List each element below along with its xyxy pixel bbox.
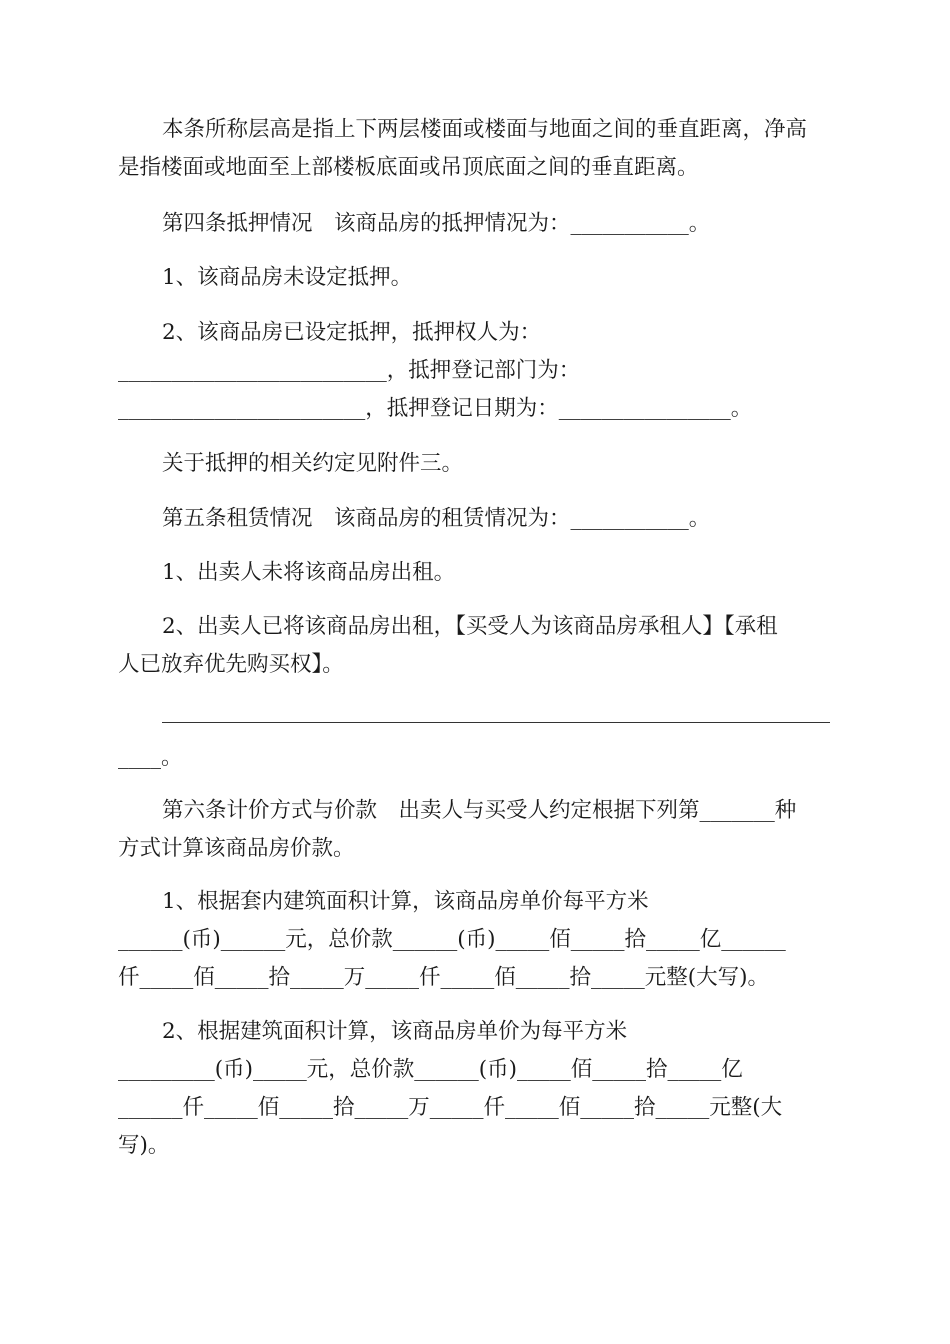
- article-4-note: 关于抵押的相关约定见附件三。: [162, 451, 464, 476]
- article-5-option-1: 1、出卖人未将该商品房出租。: [162, 560, 456, 585]
- article-6-option-2-line-3: ______仟_____佰_____拾_____万_____仟_____佰_____拾_____元整(大: [118, 1095, 783, 1120]
- article-4-option-2-line-3: _______________________，抵押登记日期为：________________。: [118, 396, 753, 421]
- article-6-heading-line-2: 方式计算该商品房价款。: [118, 836, 355, 861]
- floor-height-line-2: 是指楼面或地面至上部楼板底面或吊顶底面之间的垂直距离。: [118, 155, 699, 180]
- article-5-blank-end: ____。: [118, 745, 183, 770]
- article-6-option-2-line-4: 写)。: [118, 1133, 170, 1158]
- article-4-option-2-line-1: 2、该商品房已设定抵押，抵押权人为：: [162, 320, 542, 345]
- article-4-option-1: 1、该商品房未设定抵押。: [162, 265, 413, 290]
- article-6-option-2-line-1: 2、根据建筑面积计算，该商品房单价为每平方米: [162, 1019, 628, 1044]
- article-6-option-1-line-1: 1、根据套内建筑面积计算，该商品房单价每平方米: [162, 889, 649, 914]
- article-5-option-2-line-1: 2、出卖人已将该商品房出租，【买受人为该商品房承租人】【承租: [162, 614, 778, 639]
- article-4-option-2-line-2: _________________________，抵押登记部门为：: [118, 358, 581, 383]
- article-5-blank-line: [162, 722, 830, 723]
- article-6-option-1-line-3: 仟_____佰_____拾_____万_____仟_____佰_____拾_____元整(大写)。: [118, 965, 770, 990]
- article-4-heading: 第四条抵押情况 该商品房的抵押情况为：___________。: [162, 211, 711, 236]
- article-6-option-2-line-2: _________(币)_____元，总价款______(币)_____佰_____拾_____亿: [118, 1057, 743, 1082]
- article-6-heading-line-1: 第六条计价方式与价款 出卖人与买受人约定根据下列第_______种: [162, 798, 797, 823]
- floor-height-line-1: 本条所称层高是指上下两层楼面或楼面与地面之间的垂直距离，净高: [162, 117, 808, 142]
- article-5-option-2-line-2: 人已放弃优先购买权】。: [118, 652, 344, 677]
- article-5-heading: 第五条租赁情况 该商品房的租赁情况为：___________。: [162, 506, 711, 531]
- article-6-option-1-line-2: ______(币)______元，总价款______(币)_____佰_____拾_____亿______: [118, 927, 786, 952]
